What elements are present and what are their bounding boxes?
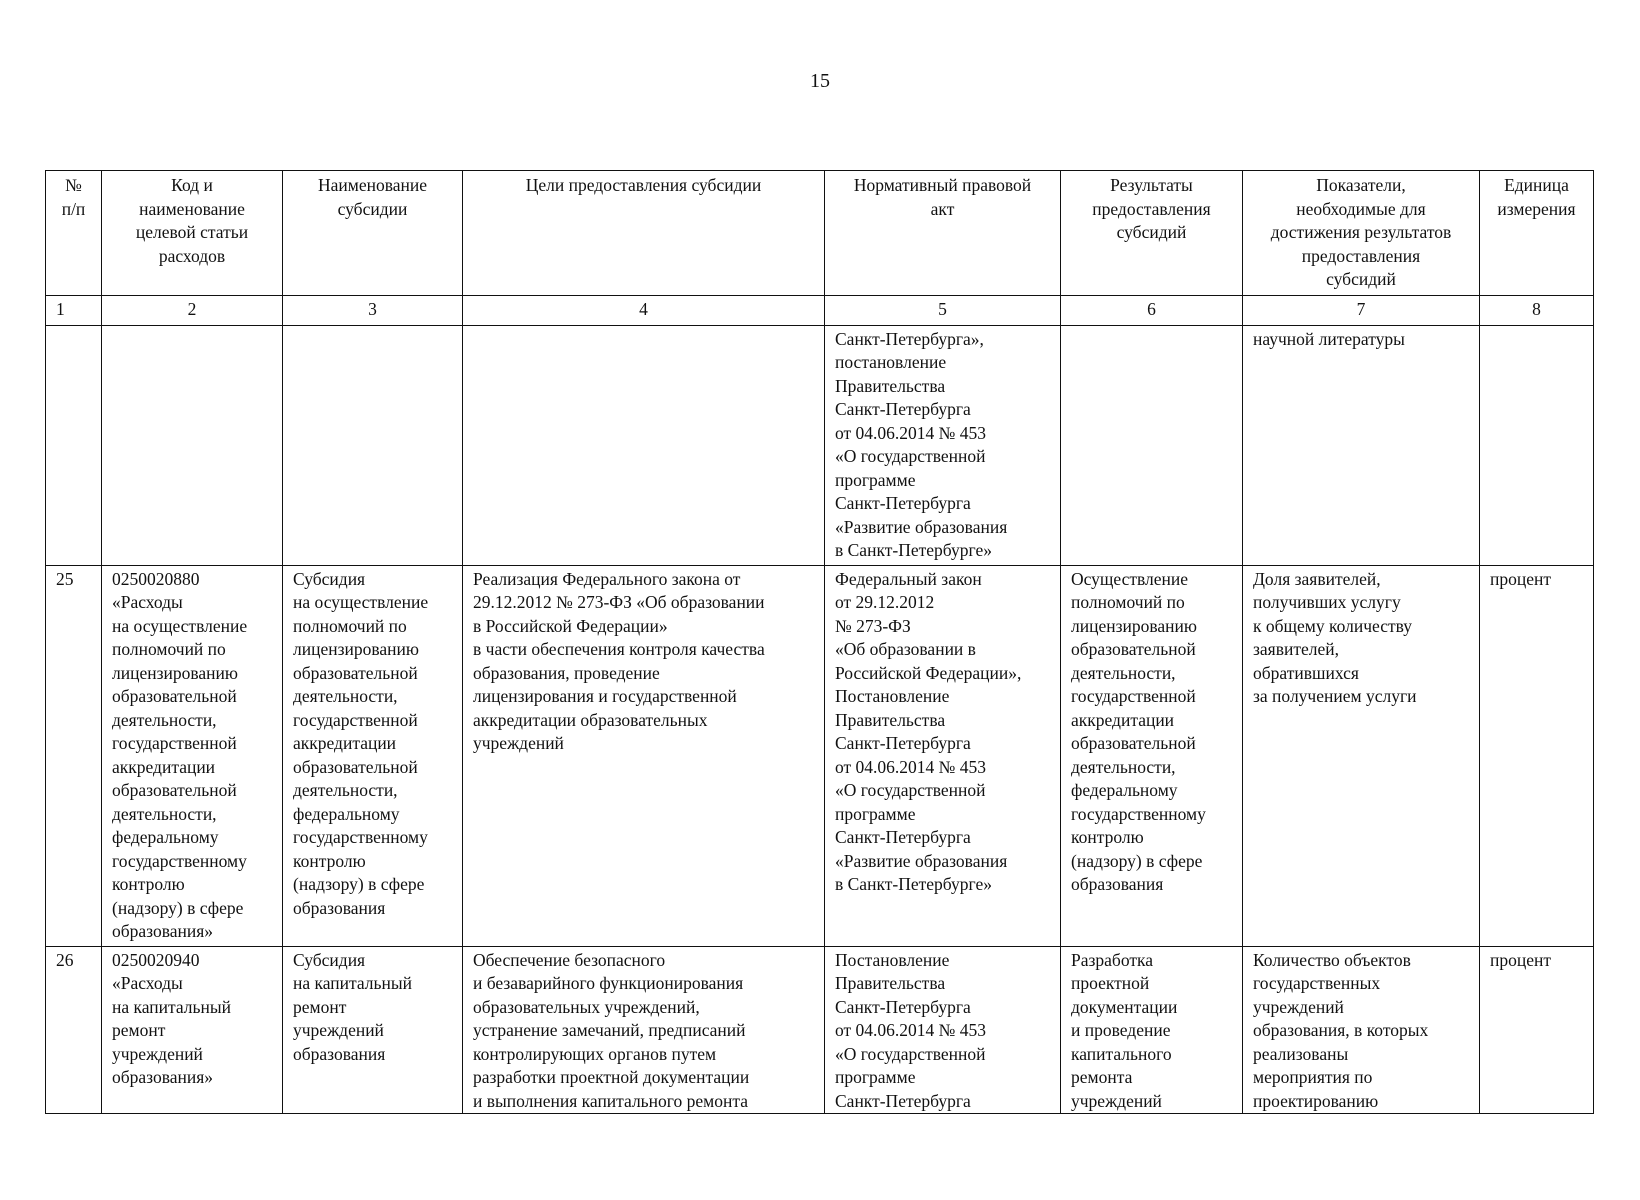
header-results: Результаты предоставления субсидий bbox=[1061, 171, 1243, 296]
page-number: 15 bbox=[810, 70, 830, 92]
cell-code bbox=[102, 325, 283, 565]
cell-subsidy bbox=[283, 325, 463, 565]
subsidy-table bbox=[45, 170, 1594, 1114]
header-subsidy-name: Наименование субсидии bbox=[283, 171, 463, 296]
cell-number bbox=[46, 325, 102, 565]
header-legal-act: Нормативный правовой акт bbox=[825, 171, 1061, 296]
cell-legal-act: Постановление Правительства Санкт-Петербурга от 04.06.2014 № 453 «О государственной программе Санкт-Петербурга bbox=[825, 946, 1061, 1114]
cell-unit: процент bbox=[1480, 565, 1594, 946]
column-index: 1 bbox=[46, 295, 102, 325]
table-header-row bbox=[46, 171, 1594, 296]
cell-subsidy: Субсидия на осуществление полномочий по лицензированию образовательной деятельности, государственной аккредитации образовательной деятельности, федеральному государственному контролю (надзору) в сфере образования bbox=[283, 565, 463, 946]
column-index: 4 bbox=[463, 295, 825, 325]
column-index: 3 bbox=[283, 295, 463, 325]
table-row bbox=[46, 946, 1594, 1114]
table-row bbox=[46, 325, 1594, 565]
header-number: № п/п bbox=[46, 171, 102, 296]
cell-legal-act: Федеральный закон от 29.12.2012 № 273-ФЗ «Об образовании в Российской Федерации», Постановление Правительства Санкт-Петербурга от 04.06.2014 № 453 «О государственной программе Санкт-Петербурга «Развитие образования в Санкт-Петербурге» bbox=[825, 565, 1061, 946]
cell-goals: Обеспечение безопасного и безаварийного функционирования образовательных учреждений, устранение замечаний, предписаний контролирующих органов путем разработки проектной документации и выполнения капитального ремонта bbox=[463, 946, 825, 1114]
cell-unit: процент bbox=[1480, 946, 1594, 1114]
cell-subsidy: Субсидия на капитальный ремонт учреждений образования bbox=[283, 946, 463, 1114]
header-code: Код и наименование целевой статьи расходов bbox=[102, 171, 283, 296]
column-index: 7 bbox=[1243, 295, 1480, 325]
header-indicators: Показатели, необходимые для достижения результатов предоставления субсидий bbox=[1243, 171, 1480, 296]
column-index: 2 bbox=[102, 295, 283, 325]
cell-results: Разработка проектной документации и проведение капитального ремонта учреждений bbox=[1061, 946, 1243, 1114]
cell-goals: Реализация Федерального закона от 29.12.2012 № 273-ФЗ «Об образовании в Российской Федерации» в части обеспечения контроля качества образования, проведение лицензирования и государственной аккредитации образовательных учреждений bbox=[463, 565, 825, 946]
column-index: 6 bbox=[1061, 295, 1243, 325]
cell-number: 26 bbox=[46, 946, 102, 1114]
cell-indicators: Количество объектов государственных учреждений образования, в которых реализованы мероприятия по проектированию bbox=[1243, 946, 1480, 1114]
column-index: 5 bbox=[825, 295, 1061, 325]
cell-code: 0250020880 «Расходы на осуществление полномочий по лицензированию образовательной деятельности, государственной аккредитации образовательной деятельности, федеральному государственному контролю (надзору) в сфере образования» bbox=[102, 565, 283, 946]
column-index-row bbox=[46, 295, 1594, 325]
header-goals: Цели предоставления субсидии bbox=[463, 171, 825, 296]
cell-indicators: Доля заявителей, получивших услугу к общему количеству заявителей, обратившихся за получением услуги bbox=[1243, 565, 1480, 946]
cell-results: Осуществление полномочий по лицензированию образовательной деятельности, государственной аккредитации образовательной деятельности, федеральному государственному контролю (надзору) в сфере образования bbox=[1061, 565, 1243, 946]
cell-results bbox=[1061, 325, 1243, 565]
cell-indicators: научной литературы bbox=[1243, 325, 1480, 565]
cell-number: 25 bbox=[46, 565, 102, 946]
header-unit: Единица измерения bbox=[1480, 171, 1594, 296]
cell-legal-act: Санкт-Петербурга», постановление Правительства Санкт-Петербурга от 04.06.2014 № 453 «О государственной программе Санкт-Петербурга «Развитие образования в Санкт-Петербурге» bbox=[825, 325, 1061, 565]
table-row bbox=[46, 565, 1594, 946]
cell-unit bbox=[1480, 325, 1594, 565]
column-index: 8 bbox=[1480, 295, 1594, 325]
cell-code: 0250020940 «Расходы на капитальный ремонт учреждений образования» bbox=[102, 946, 283, 1114]
cell-goals bbox=[463, 325, 825, 565]
